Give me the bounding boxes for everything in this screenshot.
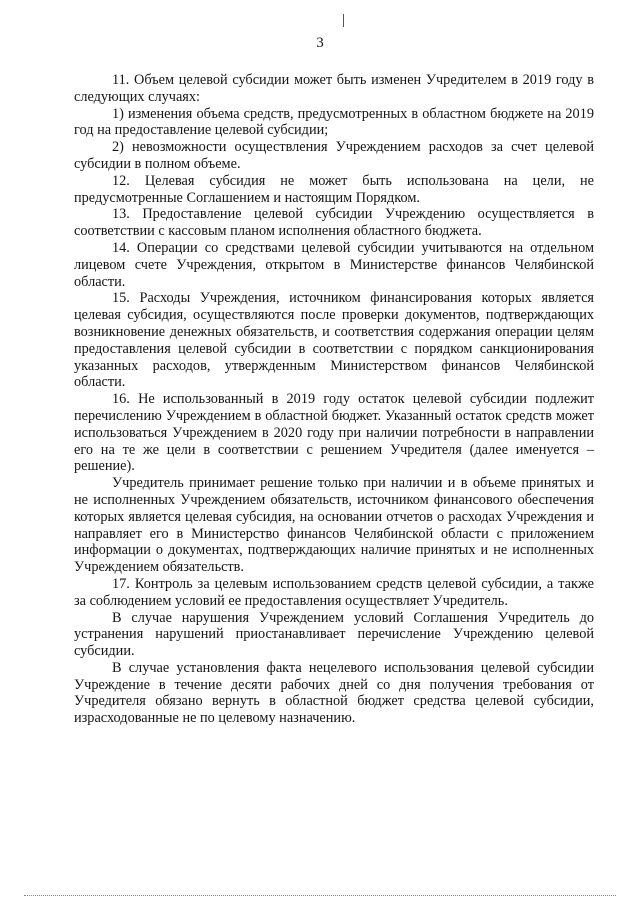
paragraph-11-item-2: 2) невозможности осуществления Учреждением расходов за счет целевой субсидии в полном объеме. (74, 139, 594, 172)
paragraph-16: 16. Не использованный в 2019 году остаток целевой субсидии подлежит перечислению Учреждением в областной бюджет. Указанный остаток средств может использоваться Учреждением в 2020 году при наличии потребности в направлении его на те же цели в соответствии с решением Учредителя (далее именуется – решение). (74, 391, 594, 475)
paragraph-12: 12. Целевая субсидия не может быть использована на цели, не предусмотренные Соглашением и настоящим Порядком. (74, 172, 594, 206)
scan-mark (343, 14, 344, 27)
paragraph-14: 14. Операции со средствами целевой субсидии учитываются на отдельном лицевом счете Учреждения, открытом в Министерстве финансов Челябинской области. (74, 239, 594, 290)
paragraph-15: 15. Расходы Учреждения, источником финансирования которых является целевая субсидия, осуществляются после проверки документов, подтверждающих возникновение денежных обязательств, и соответствия содержания операции целям предоставления целевой субсидии в соответствии с порядком санкционирования указанных расходов, утвержденным Министерством финансов Челябинской области. (74, 290, 594, 391)
page-number: 3 (316, 35, 324, 51)
document-body (74, 72, 594, 727)
page-bottom-edge (24, 895, 616, 896)
paragraph-13: 13. Предоставление целевой субсидии Учреждению осуществляется в соответствии с кассовым планом исполнения областного бюджета. (74, 206, 594, 240)
paragraph-11: 11. Объем целевой субсидии может быть изменен Учредителем в 2019 году в следующих случаях: (74, 72, 594, 105)
paragraph-17-misuse: В случае установления факта нецелевого использования целевой субсидии Учреждение в течение десяти рабочих дней со дня получения требования от Учредителя обязано вернуть в областной бюджет средства целевой субсидии, израсходованные не по целевому назначению. (74, 659, 594, 727)
paragraph-11-item-1: 1) изменения объема средств, предусмотренных в областном бюджете на 2019 год на предоставление целевой субсидии; (74, 105, 594, 139)
paragraph-17: 17. Контроль за целевым использованием средств целевой субсидии, а также за соблюдением условий ее предоставления осуществляет Учредитель. (74, 575, 594, 609)
paragraph-17-violation: В случае нарушения Учреждением условий Соглашения Учредитель до устранения нарушений приостанавливает перечисление Учреждению целевой субсидии. (74, 609, 594, 660)
paragraph-16-decision: Учредитель принимает решение только при наличии и в объеме принятых и не исполненных Учреждением обязательств, источником финансового обеспечения которых является целевая субсидия, на основании отчетов о расходах Учреждения и направляет его в Министерство финансов Челябинской области с приложением информации о документах, подтверждающих наличие принятых и не исполненных Учреждением обязательств. (74, 475, 594, 576)
